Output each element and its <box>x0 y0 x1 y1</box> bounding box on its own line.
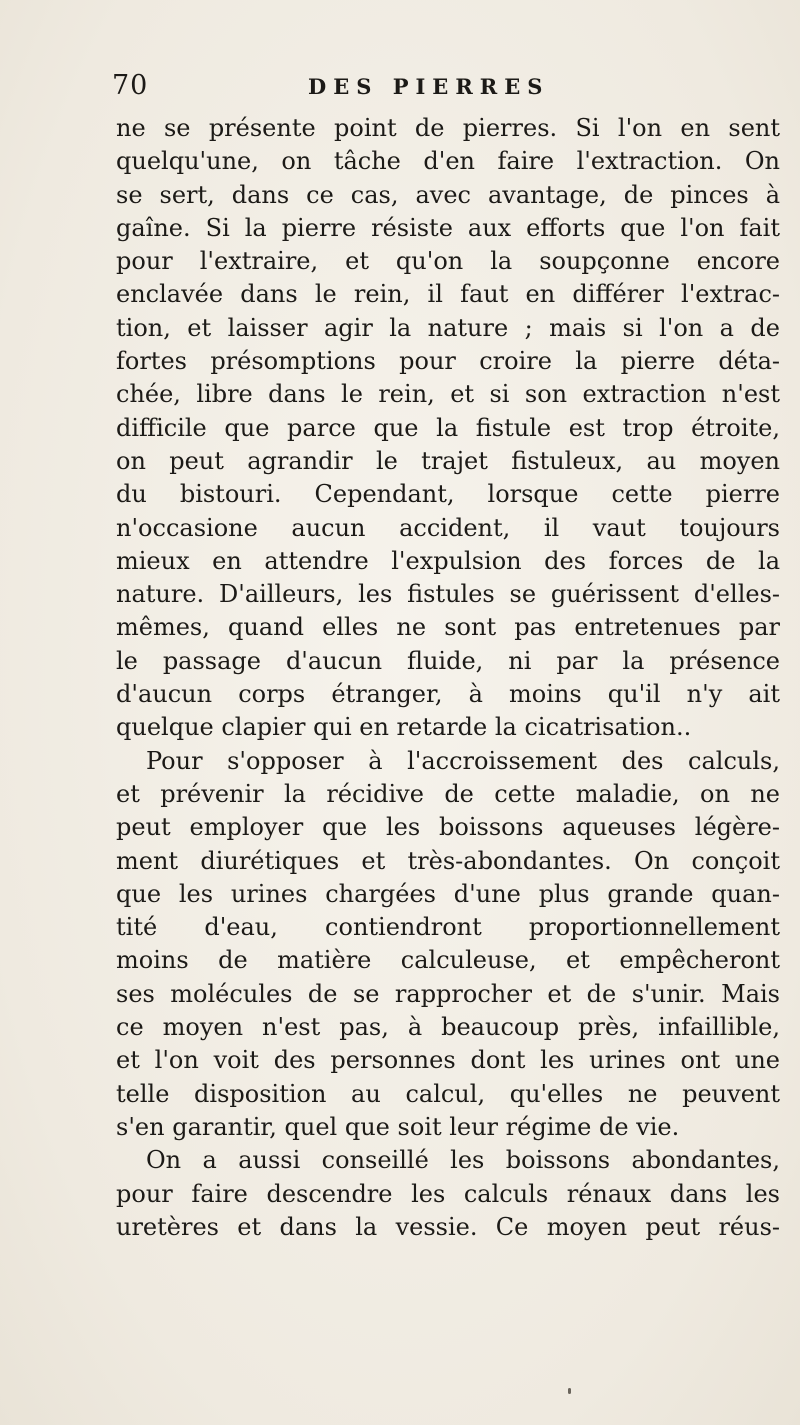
text-line: on peut agrandir le trajet fistuleux, au moyen <box>116 446 780 475</box>
text-line: que les urines chargées d'une plus grande quan- <box>116 879 780 908</box>
running-head <box>112 70 782 110</box>
text-line: uretères et dans la vessie. Ce moyen peut réus- <box>116 1212 780 1241</box>
text-line: d'aucun corps étranger, à moins qu'il n'y ait <box>116 680 780 709</box>
text-line: fortes présomptions pour croire la pierre déta- <box>116 347 780 376</box>
page-number: 70 <box>112 70 149 101</box>
text-line: pour faire descendre les calculs rénaux dans les <box>116 1179 780 1208</box>
text-line: quelqu'une, on tâche d'en faire l'extraction. On <box>116 147 780 176</box>
text-line: quelque clapier qui en retarde la cicatrisation.. <box>116 713 692 742</box>
text-line: ment diurétiques et très-abondantes. On conçoit <box>116 846 780 875</box>
text-line: ce moyen n'est pas, à beaucoup près, infaillible, <box>116 1013 780 1042</box>
text-line: s'en garantir, quel que soit leur régime de vie. <box>116 1112 680 1141</box>
running-head-title: DES PIERRES <box>308 74 550 99</box>
ink-speck <box>568 1388 571 1394</box>
text-line: Pour s'opposer à l'accroissement des calculs, <box>146 746 780 775</box>
text-line: nature. D'ailleurs, les fistules se guérissent d'elles- <box>116 580 780 609</box>
text-line: se sert, dans ce cas, avec avantage, de pinces à <box>116 180 780 209</box>
text-line: moins de matière calculeuse, et empêcheront <box>116 946 780 975</box>
text-line: mêmes, quand elles ne sont pas entretenues par <box>116 613 780 642</box>
text-line: peut employer que les boissons aqueuses légère- <box>116 813 780 842</box>
text-line: et prévenir la récidive de cette maladie, on ne <box>116 779 780 808</box>
text-line: n'occasione aucun accident, il vaut toujours <box>116 513 780 542</box>
body-text <box>116 112 780 1244</box>
text-line: ses molécules de se rapprocher et de s'unir. Mais <box>116 979 780 1008</box>
text-line: tion, et laisser agir la nature ; mais si l'on a de <box>116 313 780 342</box>
text-line: enclavée dans le rein, il faut en différer l'extrac- <box>116 280 780 309</box>
text-line: gaîne. Si la pierre résiste aux efforts que l'on fait <box>116 213 780 242</box>
text-line: pour l'extraire, et qu'on la soupçonne encore <box>116 247 780 276</box>
text-line: du bistouri. Cependant, lorsque cette pierre <box>116 480 780 509</box>
text-line: mieux en attendre l'expulsion des forces de la <box>116 546 780 575</box>
text-line: chée, libre dans le rein, et si son extraction n'est <box>116 380 780 409</box>
text-line: On a aussi conseillé les boissons abondantes, <box>146 1146 780 1175</box>
text-line: ne se présente point de pierres. Si l'on en sent <box>116 114 780 142</box>
text-line: difficile que parce que la fistule est trop étroite, <box>116 413 780 442</box>
text-line: tité d'eau, contiendront proportionnellement <box>116 913 780 942</box>
text-line: telle disposition au calcul, qu'elles ne peuvent <box>116 1079 780 1108</box>
text-line: et l'on voit des personnes dont les urines ont une <box>116 1046 780 1075</box>
text-line: le passage d'aucun fluide, ni par la présence <box>116 646 780 675</box>
